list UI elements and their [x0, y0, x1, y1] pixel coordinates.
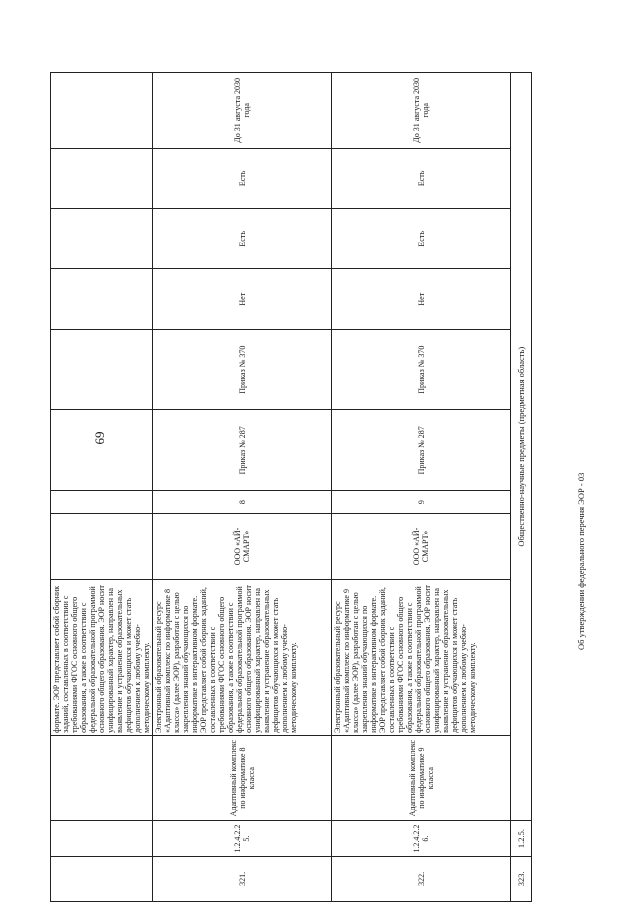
cell-flag1: Нет: [153, 269, 332, 329]
cell-code: [51, 821, 153, 856]
cell-num: 321.: [153, 856, 332, 901]
cell-flag3: Есть: [332, 148, 511, 208]
cell-grade: 8: [153, 491, 332, 514]
cell-flag2: Есть: [332, 209, 511, 269]
cell-org: [51, 514, 153, 579]
section-label: Общественно-научные предметы (предметная область): [511, 73, 532, 821]
cell-flag3: [51, 148, 153, 208]
cell-flag1: Нет: [332, 269, 511, 329]
cell-flag3: Есть: [153, 148, 332, 208]
table-row: [153, 73, 332, 902]
cell-name: [51, 735, 153, 821]
eor-table: [50, 72, 532, 902]
cell-org: ООО «АЙ-СМАРТ»: [153, 514, 332, 579]
cell-code: 1.2.4.2.25.: [153, 821, 332, 856]
cell-desc: формате. ЭОР представляет собой сборник заданий, составленных в соответствии с требованиями ФГОС основного общего образования, а также в соответствии с федеральной образовательной программой основного общего образования. ЭОР носит унифицированный характер, направлен на выявление и устранение образовательных дефицитов обучающихся и может стать дополнением к любому учебно-методическому комплекту.: [51, 579, 153, 735]
cell-code: 1.2.5.: [511, 821, 532, 856]
cell-grade: [51, 491, 153, 514]
cell-desc: Электронный образовательный ресурс «Адаптивный комплекс по информатике 9 класса» (далее ЭОР), разработан с целью закрепления знаний обучающихся по информатике в интерактивном формате. ЭОР представляет собой сборник заданий, составленных в соответствии с требованиями ФГОС основного общего образования, а также в соответствии с федеральной образовательной программой основного общего образования. ЭОР носит унифицированный характер, направлен на выявление и устранение образовательных дефицитов обучающихся и может стать дополнением к любому учебно-методическому комплекту.: [332, 579, 511, 735]
cell-code: 1.2.4.2.26.: [332, 821, 511, 856]
page-number: 69: [92, 431, 107, 445]
table-row-continued: [51, 73, 153, 902]
cell-prog: Приказ № 287: [332, 410, 511, 491]
cell-name: Адаптивный комплекс по информатике 8 класса: [153, 735, 332, 821]
cell-num: 323.: [511, 856, 532, 901]
cell-date: До 31 августа 2030 года: [153, 73, 332, 149]
cell-flag2: [51, 209, 153, 269]
cell-order: [51, 329, 153, 410]
cell-prog: Приказ № 287: [153, 410, 332, 491]
rotated-table-wrapper: [50, 72, 594, 902]
table-row-section: [511, 73, 532, 902]
cell-flag1: [51, 269, 153, 329]
cell-name: Адаптивный комплекс по информатике 9 класса: [332, 735, 511, 821]
cell-num: [51, 856, 153, 901]
cell-num: 322.: [332, 856, 511, 901]
cell-date: До 31 августа 2030 года: [332, 73, 511, 149]
cell-org: ООО «АЙ-СМАРТ»: [332, 514, 511, 579]
cell-order: Приказ № 370: [332, 329, 511, 410]
cell-desc: Электронный образовательный ресурс «Адаптивный комплекс по информатике 8 класса» (далее ЭОР), разработан с целью закрепления знаний обучающихся по информатике в интерактивном формате. ЭОР представляет собой сборник заданий, составленных в соответствии с требованиями ФГОС основного общего образования, а также в соответствии с федеральной образовательной программой основного общего образования. ЭОР носит унифицированный характер, направлен на выявление и устранение образовательных дефицитов обучающихся и может стать дополнением к любому учебно-методическому комплекту.: [153, 579, 332, 735]
cell-prog: [51, 410, 153, 491]
footer-note: Об утверждении федерального перечня ЭОР - 03: [576, 472, 586, 650]
table-row: [332, 73, 511, 902]
cell-grade: 9: [332, 491, 511, 514]
cell-flag2: Есть: [153, 209, 332, 269]
cell-order: Приказ № 370: [153, 329, 332, 410]
cell-date: [51, 73, 153, 149]
